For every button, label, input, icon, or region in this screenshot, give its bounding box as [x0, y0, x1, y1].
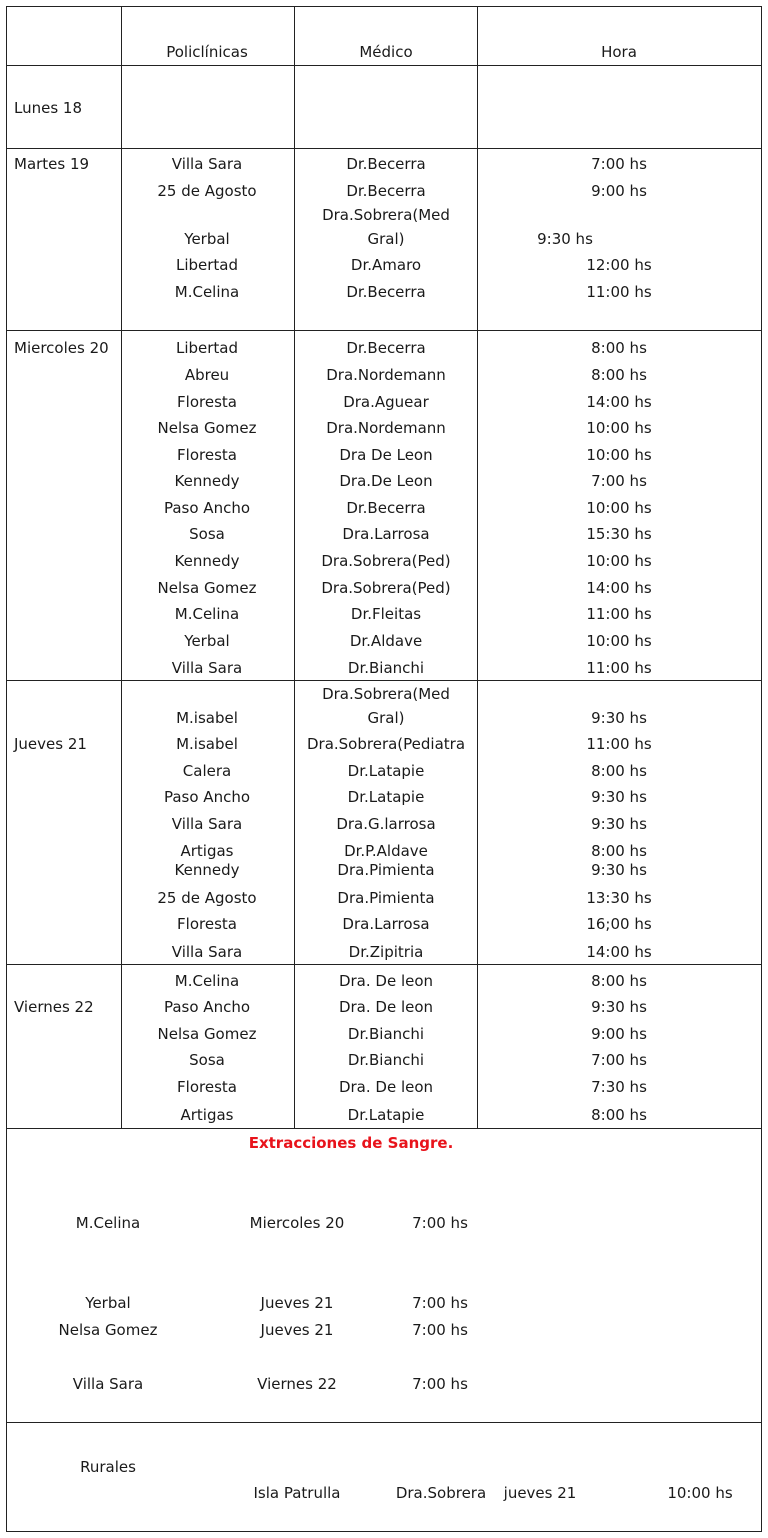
row-policlinica: Villa Sara: [171, 659, 243, 677]
row-hora: 7:00 hs: [591, 1051, 647, 1069]
row-hora: 15:30 hs: [586, 525, 652, 543]
header-medico: Médico: [359, 43, 413, 61]
row-medico: Dr.Bianchi: [347, 659, 425, 677]
row-hora: 11:00 hs: [586, 659, 652, 677]
row-hora: 16;00 hs: [586, 915, 652, 933]
row-medico: Dr.Zipitria: [348, 943, 424, 961]
row-policlinica: Artigas: [180, 1106, 234, 1124]
row-medico: Dr.Becerra: [346, 339, 426, 357]
row-medico: Dra.Larrosa: [342, 525, 430, 543]
rurales-dia: jueves 21: [503, 1484, 577, 1502]
row-hora: 8:00 hs: [591, 972, 647, 990]
row-hora: 11:00 hs: [586, 605, 652, 623]
row-policlinica: Paso Ancho: [163, 788, 251, 806]
row-policlinica: Floresta: [177, 446, 237, 464]
row-medico: Dr.Latapie: [347, 762, 425, 780]
row-hora: 14:00 hs: [586, 943, 652, 961]
row-hora: 13:30 hs: [586, 889, 652, 907]
row-divider: [6, 1128, 762, 1129]
row-policlinica: Libertad: [175, 339, 239, 357]
column-divider: [121, 6, 122, 1128]
column-divider: [294, 6, 295, 1128]
row-hora: 11:00 hs: [586, 283, 652, 301]
rurales-lugar: Isla Patrulla: [253, 1484, 341, 1502]
row-medico: Dr.Becerra: [346, 283, 426, 301]
extraccion-policlinica: Nelsa Gomez: [58, 1321, 158, 1339]
row-policlinica: Villa Sara: [171, 943, 243, 961]
row-hora: 9:30 hs: [591, 788, 647, 806]
row-medico: Dra.Pimienta: [337, 861, 435, 879]
row-hora: 9:30 hs: [591, 998, 647, 1016]
row-medico: Dra.Sobrera(Pediatra: [306, 735, 466, 753]
row-policlinica: Nelsa Gomez: [157, 1025, 257, 1043]
row-medico: Dr.Latapie: [347, 1106, 425, 1124]
row-hora: 7:00 hs: [591, 155, 647, 173]
row-medico: Dra.Pimienta: [337, 889, 435, 907]
extraccion-dia: Jueves 21: [260, 1321, 334, 1339]
row-policlinica: Sosa: [189, 1051, 225, 1069]
row-policlinica: Nelsa Gomez: [157, 579, 257, 597]
row-policlinica: M.isabel: [176, 735, 238, 753]
row-divider: [6, 1422, 762, 1423]
row-hora: 10:00 hs: [586, 499, 652, 517]
row-policlinica: Kennedy: [174, 861, 240, 879]
row-hora: 11:00 hs: [586, 735, 652, 753]
row-hora: 10:00 hs: [586, 446, 652, 464]
row-policlinica: Artigas: [180, 842, 234, 860]
row-medico: Dr.Fleitas: [350, 605, 422, 623]
extracciones-title: Extracciones de Sangre.: [248, 1134, 454, 1152]
row-policlinica: Floresta: [177, 915, 237, 933]
row-policlinica: M.Celina: [174, 283, 240, 301]
row-hora: 9:30 hs: [537, 230, 593, 248]
day-viernes: Viernes 22: [14, 998, 94, 1016]
row-policlinica: M.isabel: [176, 709, 238, 727]
row-hora: 8:00 hs: [591, 842, 647, 860]
row-divider: [6, 65, 762, 66]
row-hora: 7:00 hs: [591, 472, 647, 490]
row-medico: Dra.Larrosa: [342, 915, 430, 933]
row-divider: [6, 964, 762, 965]
extraccion-policlinica: M.Celina: [75, 1214, 141, 1232]
row-medico: Dra. De leon: [338, 1078, 434, 1096]
day-jueves: Jueves 21: [14, 735, 87, 753]
row-policlinica: Abreu: [184, 366, 230, 384]
row-hora: 9:00 hs: [591, 182, 647, 200]
extraccion-dia: Viernes 22: [257, 1375, 337, 1393]
row-medico: Dr.Bianchi: [347, 1025, 425, 1043]
row-policlinica: M.Celina: [174, 605, 240, 623]
column-divider: [477, 6, 478, 1128]
extraccion-dia: Jueves 21: [260, 1294, 334, 1312]
row-medico: Gral): [367, 709, 405, 727]
row-policlinica: Calera: [182, 762, 232, 780]
extraccion-hora: 7:00 hs: [412, 1321, 468, 1339]
row-hora: 9:30 hs: [591, 815, 647, 833]
row-hora: 12:00 hs: [586, 256, 652, 274]
row-medico: Gral): [367, 230, 405, 248]
extraccion-dia: Miercoles 20: [249, 1214, 345, 1232]
row-hora: 9:00 hs: [591, 1025, 647, 1043]
day-lunes: Lunes 18: [14, 99, 83, 117]
row-policlinica: 25 de Agosto: [157, 889, 257, 907]
row-medico: Dr.Latapie: [347, 788, 425, 806]
extraccion-policlinica: Villa Sara: [72, 1375, 144, 1393]
extraccion-hora: 7:00 hs: [412, 1294, 468, 1312]
row-hora: 10:00 hs: [586, 552, 652, 570]
row-hora: 8:00 hs: [591, 1106, 647, 1124]
extraccion-hora: 7:00 hs: [412, 1375, 468, 1393]
row-medico: Dra. De leon: [338, 998, 434, 1016]
row-medico: Dr.P.Aldave: [344, 842, 428, 860]
header-hora: Hora: [601, 43, 637, 61]
row-hora: 14:00 hs: [586, 579, 652, 597]
row-policlinica: Floresta: [177, 393, 237, 411]
rurales-medico: Dra.Sobrera: [395, 1484, 487, 1502]
row-medico: Dra.Sobrera(Med: [322, 206, 450, 224]
row-policlinica: Kennedy: [174, 552, 240, 570]
row-hora: 10:00 hs: [586, 632, 652, 650]
extraccion-hora: 7:00 hs: [412, 1214, 468, 1232]
row-medico: Dr.Becerra: [346, 499, 426, 517]
row-hora: 10:00 hs: [586, 419, 652, 437]
row-policlinica: Paso Ancho: [163, 499, 251, 517]
row-hora: 8:00 hs: [591, 762, 647, 780]
row-hora: 14:00 hs: [586, 393, 652, 411]
row-hora: 9:30 hs: [591, 861, 647, 879]
row-medico: Dr.Aldave: [349, 632, 423, 650]
row-policlinica: Libertad: [175, 256, 239, 274]
rurales-label: Rurales: [80, 1458, 136, 1476]
row-medico: Dra.G.larrosa: [336, 815, 436, 833]
row-policlinica: 25 de Agosto: [157, 182, 257, 200]
row-policlinica: Yerbal: [184, 230, 230, 248]
row-divider: [6, 330, 762, 331]
row-medico: Dr.Becerra: [346, 182, 426, 200]
row-policlinica: M.Celina: [174, 972, 240, 990]
row-hora: 9:30 hs: [591, 709, 647, 727]
row-medico: Dra De Leon: [339, 446, 433, 464]
header-policlinicas: Policlínicas: [166, 43, 248, 61]
row-policlinica: Nelsa Gomez: [157, 419, 257, 437]
row-medico: Dr.Bianchi: [347, 1051, 425, 1069]
day-martes: Martes 19: [14, 155, 90, 173]
rurales-hora: 10:00 hs: [667, 1484, 733, 1502]
row-policlinica: Villa Sara: [171, 155, 243, 173]
row-medico: Dra.Nordemann: [326, 419, 446, 437]
row-policlinica: Villa Sara: [171, 815, 243, 833]
row-policlinica: Kennedy: [174, 472, 240, 490]
row-policlinica: Paso Ancho: [163, 998, 251, 1016]
row-divider: [6, 680, 762, 681]
row-medico: Dra.Sobrera(Ped): [321, 579, 451, 597]
row-medico: Dra.Sobrera(Ped): [321, 552, 451, 570]
row-medico: Dr.Becerra: [346, 155, 426, 173]
extraccion-policlinica: Yerbal: [85, 1294, 131, 1312]
row-medico: Dr.Amaro: [350, 256, 422, 274]
row-policlinica: Floresta: [177, 1078, 237, 1096]
row-medico: Dra.Sobrera(Med: [322, 685, 450, 703]
row-hora: 7:30 hs: [591, 1078, 647, 1096]
row-hora: 8:00 hs: [591, 366, 647, 384]
row-medico: Dra.De Leon: [339, 472, 433, 490]
row-medico: Dra.Aguear: [343, 393, 429, 411]
day-miercoles: Miercoles 20: [14, 339, 109, 357]
row-policlinica: Yerbal: [184, 632, 230, 650]
row-divider: [6, 148, 762, 149]
row-policlinica: Sosa: [189, 525, 225, 543]
row-medico: Dra. De leon: [338, 972, 434, 990]
row-medico: Dra.Nordemann: [326, 366, 446, 384]
row-hora: 8:00 hs: [591, 339, 647, 357]
